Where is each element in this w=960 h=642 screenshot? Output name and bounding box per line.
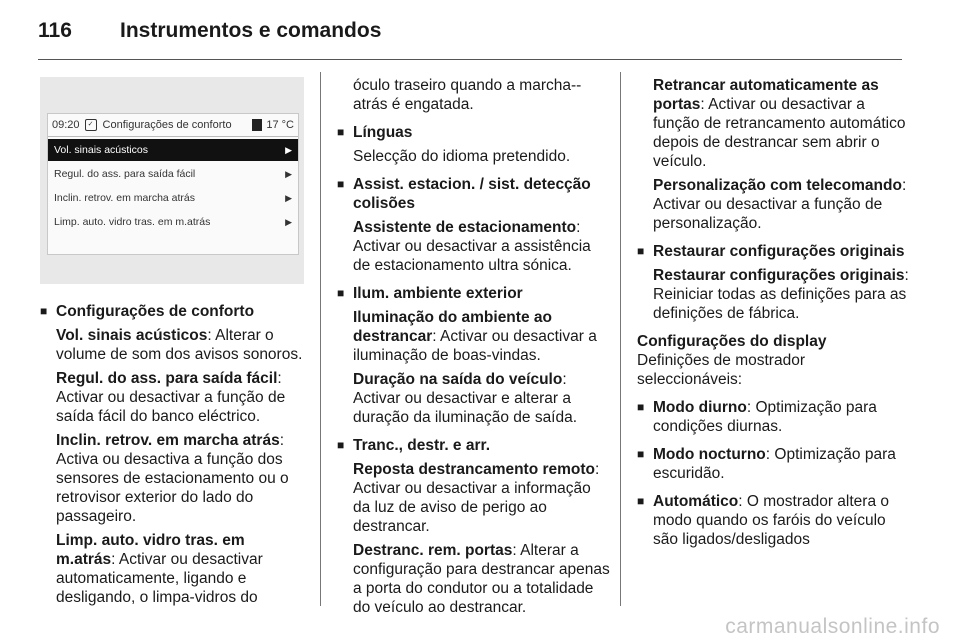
column-divider-1 — [320, 72, 321, 606]
header-rule — [38, 59, 902, 60]
entry-term: Personalização com telecomando — [653, 177, 902, 194]
display-heading: Configurações do display — [637, 333, 827, 350]
entry — [337, 370, 611, 427]
entry-text: : Activar ou desactivar a iluminação de boas-vindas. — [353, 328, 597, 364]
entry-term: Duração na saída do veículo — [353, 371, 563, 388]
column-2 — [337, 76, 611, 617]
entry — [637, 266, 909, 323]
entry-text: : Activar ou desactivar a função de retrancamento automático depois de destrancar sem abrir o veículo. — [653, 96, 906, 170]
section-heading: ■ Configurações de conforto — [40, 302, 304, 321]
continuation-text: óculo traseiro quando a marcha--atrás é engatada. — [353, 77, 582, 113]
chevron-right-icon: ▶ — [285, 144, 292, 155]
display-menu-label: Regul. do ass. para saída fácil — [54, 167, 196, 180]
chevron-right-icon: ▶ — [285, 216, 292, 227]
settings-icon: ✓ — [85, 119, 97, 131]
entry-text: : Activar ou desactivar a informação da luz de aviso de perigo ao destrancar. — [353, 461, 600, 535]
display-menu-item — [48, 139, 298, 161]
entry — [337, 460, 611, 536]
entry — [337, 308, 611, 365]
display-title-bar — [48, 114, 298, 137]
section-heading: ■ Tranc., destr. e arr. — [337, 436, 611, 455]
display-screen — [47, 113, 299, 255]
entry — [637, 176, 909, 233]
column-3 — [637, 76, 909, 549]
entry-text: : Optimização para condições diurnas. — [653, 399, 877, 435]
entry-text: : Reiniciar todas as definições para as definições de fábrica. — [653, 267, 909, 322]
entry-text: : O mostrador altera o modo quando os faróis do veículo são ligados/desligados — [653, 493, 890, 548]
chevron-right-icon: ▶ — [285, 192, 292, 203]
section-heading: ■ Assist. estacion. / sist. detecção colisões — [337, 175, 611, 213]
entry-term: Restaurar configurações originais — [653, 267, 905, 284]
entry-text: : Activar ou desactivar a assistência de estacionamento ultra sónica. — [353, 219, 591, 274]
display-intro: Definições de mostrador seleccionáveis: — [637, 352, 805, 388]
entry — [40, 431, 304, 526]
entry-term: Reposta destrancamento remoto — [353, 461, 596, 478]
entry-term: Vol. sinais acústicos — [56, 327, 208, 344]
entry-text: Selecção do idioma pretendido. — [353, 148, 571, 165]
entry — [637, 76, 909, 171]
watermark: carmanualsonline.info — [725, 615, 940, 638]
bullet-entry — [637, 492, 909, 549]
page-header — [38, 18, 381, 44]
bullet-entry — [637, 445, 909, 483]
display-time: 09:20 — [52, 118, 80, 131]
entry — [40, 326, 304, 364]
entry-text: : Optimização para escuridão. — [653, 446, 896, 482]
page-title: Instrumentos e comandos — [120, 19, 382, 42]
entry-text: : Activa ou desactiva a função dos sensores de estacionamento ou o retrovisor exterior do lado do passageiro. — [56, 432, 289, 525]
page-number: 116 — [38, 19, 72, 42]
entry-text: : Activar ou desactivar a função de saída fácil do banco eléctrico. — [56, 370, 286, 425]
bullet-entry — [637, 398, 909, 436]
column-1 — [40, 302, 304, 607]
display-temperature: 17 °C — [266, 118, 294, 131]
entry-term: Iluminação do ambiente ao destrancar — [353, 309, 552, 345]
entry-term: Regul. do ass. para saída fácil — [56, 370, 278, 387]
display-menu-label: Limp. auto. vidro tras. em m.atrás — [54, 215, 211, 228]
display-illustration — [40, 77, 304, 284]
temperature-icon — [252, 119, 262, 131]
display-menu-label: Vol. sinais acústicos — [54, 143, 148, 156]
entry-text: : Alterar o volume de som dos avisos sonoros. — [56, 327, 303, 363]
entry-term: Modo nocturno — [653, 446, 766, 463]
entry-text: : Activar ou desactivar e alterar a duração da iluminação de saída. — [353, 371, 578, 426]
section-heading — [637, 332, 909, 351]
display-menu-item — [48, 187, 298, 209]
column-divider-2 — [620, 72, 621, 606]
entry — [40, 369, 304, 426]
entry-text: : Activar ou desactivar a função de personalização. — [653, 177, 907, 232]
chevron-right-icon: ▶ — [285, 168, 292, 179]
entry-term: Modo diurno — [653, 399, 747, 416]
entry — [337, 218, 611, 275]
section-heading: ■ Ilum. ambiente exterior — [337, 284, 611, 303]
section-heading: ■ Restaurar configurações originais — [637, 242, 909, 261]
entry-term: Automático — [653, 493, 739, 510]
entry — [337, 541, 611, 617]
display-menu-label: Inclin. retrov. em marcha atrás — [54, 191, 196, 204]
entry-term: Limp. auto. vidro tras. em m.atrás — [56, 532, 245, 568]
entry-text: : Alterar a configuração para destrancar apenas a porta do condutor ou a totalidade do veículo ao destrancar. — [353, 542, 610, 616]
display-menu-item — [48, 211, 298, 233]
entry-term: Inclin. retrov. em marcha atrás — [56, 432, 280, 449]
entry-term: Destranc. rem. portas — [353, 542, 513, 559]
section-heading: ■ Línguas — [337, 123, 611, 142]
display-menu-item — [48, 163, 298, 185]
entry — [40, 531, 304, 607]
entry-term: Retrancar automaticamente as portas — [653, 77, 879, 113]
display-title: Configurações de conforto — [102, 118, 232, 131]
entry-text: : Activar ou desactivar automaticamente, ligando e desligando, o limpa-vidros do — [56, 551, 263, 606]
entry-term: Assistente de estacionamento — [353, 219, 577, 236]
